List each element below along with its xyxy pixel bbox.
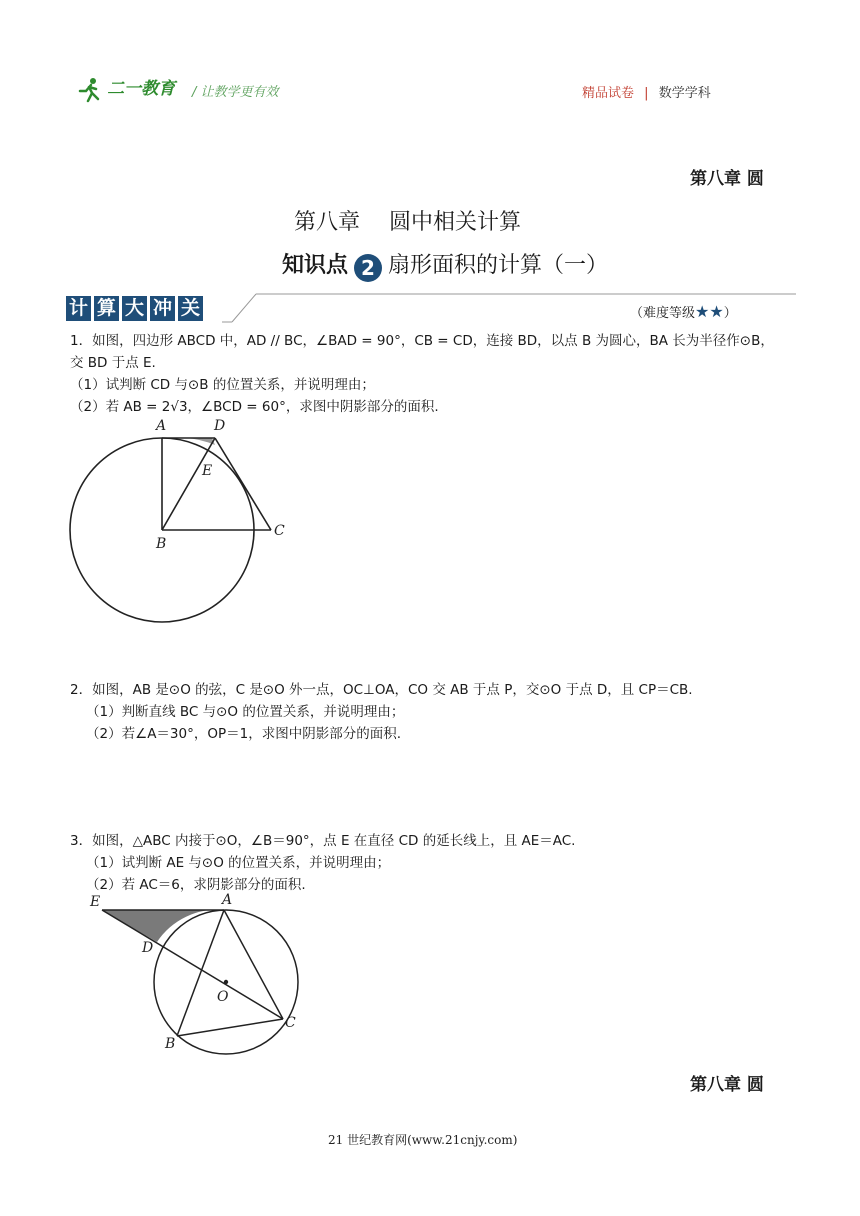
header-badge: 精品试卷 [582, 86, 635, 101]
question-1-stem-cont: 交 BD 于点 E. [70, 355, 156, 371]
kp-text: 扇形面积的计算（一） [388, 253, 609, 278]
question-1-part-2: （2）若 AB = 2√3，∠BCD = 60°，求图中阴影部分的面积. [70, 399, 439, 415]
figure-3-label-O: O [217, 989, 229, 1005]
star-icon: ★★ [695, 302, 724, 321]
figure-1-label-D: D [214, 418, 226, 434]
header-separator: | [644, 86, 649, 101]
logo-text: 二一教育 [107, 79, 176, 99]
figure-1-label-E: E [202, 463, 213, 479]
figure-3-label-B: B [165, 1036, 176, 1052]
figure-3-label-C: C [285, 1015, 296, 1031]
figure-1-label-C: C [274, 523, 285, 539]
question-3 [70, 830, 790, 896]
chapter-label-top: 第八章 圆 [690, 169, 764, 189]
figure-3-label-E: E [90, 894, 101, 910]
chapter-label-bottom: 第八章 圆 [690, 1075, 764, 1095]
difficulty-label: （难度等级★★） [630, 302, 737, 321]
figure-3-segment-EC [102, 910, 283, 1019]
question-1 [70, 330, 790, 418]
question-2-part-1: （1）判断直线 BC 与⊙O 的位置关系，并说明理由； [86, 704, 405, 720]
header-subject: 数学学科 [658, 86, 711, 101]
header-slogan: / 让教学更有效 [192, 85, 279, 100]
banner-char: 算 [94, 296, 119, 321]
figure-1-segment-BD [162, 438, 215, 530]
logo [78, 74, 175, 103]
figure-1-label-B: B [156, 536, 167, 552]
figure-1 [60, 412, 300, 628]
figure-1-label-A: A [156, 418, 167, 434]
figure-3 [86, 890, 316, 1056]
banner-char: 关 [178, 296, 203, 321]
question-2-part-2: （2）若∠A＝30°，OP＝1，求图中阴影部分的面积. [86, 726, 402, 742]
banner-char: 大 [122, 296, 147, 321]
figure-3-center-point [224, 980, 228, 984]
figure-3-segment-AC [224, 910, 283, 1019]
question-2-stem: 2．如图，AB 是⊙O 的弦，C 是⊙O 外一点，OC⊥OA，CO 交 AB 于点 P，交⊙O 于点 D，且 CP＝CB. [70, 682, 693, 698]
page-title: 第八章 圆中相关计算 [294, 210, 521, 235]
question-1-stem: 1．如图，四边形 ABCD 中，AD // BC，∠BAD = 90°，CB = CD，连接 BD，以点 B 为圆心，BA 长为半径作⊙B， [70, 333, 774, 349]
kp-prefix: 知识点 [282, 253, 349, 278]
banner-char: 计 [66, 296, 91, 321]
question-3-part-1: （1）试判断 AE 与⊙O 的位置关系，并说明理由； [86, 855, 391, 871]
header-right [582, 82, 711, 101]
question-1-part-1: （1）试判断 CD 与⊙B 的位置关系，并说明理由； [70, 377, 375, 393]
figure-1-segment-DC [215, 438, 271, 530]
section-banner [66, 296, 206, 321]
figure-3-label-A: A [222, 892, 233, 908]
question-2 [70, 679, 790, 745]
figure-3-label-D: D [142, 940, 154, 956]
kp-number-badge: 2 [354, 254, 382, 282]
figure-3-segment-AB [177, 910, 224, 1036]
question-3-part-2: （2）若 AC＝6，求阴影部分的面积. [86, 877, 306, 893]
figure-3-segment-BC [177, 1019, 283, 1036]
knowledge-point-heading [282, 248, 608, 282]
banner-char: 冲 [150, 296, 175, 321]
footer: 21 世纪教育网(www.21cnjy.com) [328, 1133, 518, 1147]
question-3-stem: 3．如图，△ABC 内接于⊙O，∠B＝90°，点 E 在直径 CD 的延长线上，且 AE＝AC. [70, 833, 576, 849]
figure-3-shaded-region [102, 910, 224, 942]
runner-icon [78, 77, 102, 103]
